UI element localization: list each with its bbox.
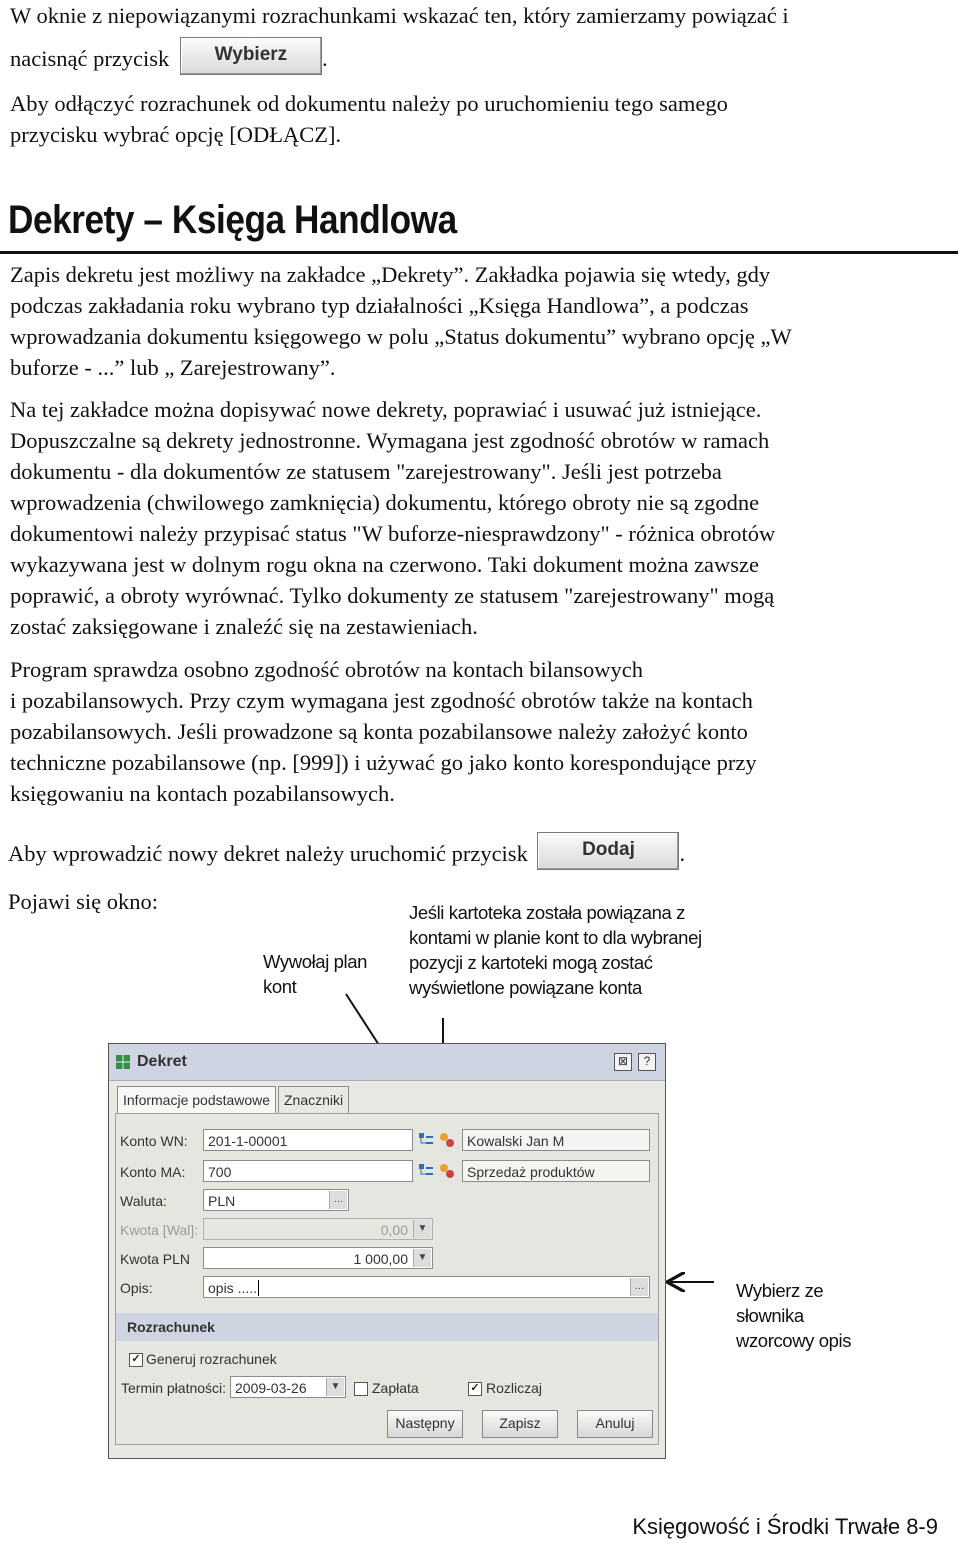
window-icon[interactable]: ⊠	[614, 1053, 632, 1071]
intro-line: W oknie z niepowiązanymi rozrachunkami wskazać ten, który zamierzamy powiązać i	[10, 3, 789, 28]
linked-accounts-icon[interactable]	[438, 1131, 456, 1149]
generate-settlement-label: Generuj rozrachunek	[146, 1351, 277, 1367]
konto-ma-name: Sprzedaż produktów	[462, 1160, 650, 1182]
chevron-down-icon[interactable]: ▼	[413, 1249, 431, 1267]
account-plan-icon[interactable]	[417, 1131, 435, 1149]
paragraph-line: wykazywana jest w dolnym rogu okna na czerwono. Taki dokument można zawsze	[10, 552, 760, 577]
payment-term-value: 2009-03-26	[235, 1380, 307, 1396]
generate-settlement-checkbox[interactable]: ✓	[129, 1353, 143, 1367]
annotation-line: wyświetlone powiązane konta	[409, 977, 642, 998]
window-intro: Pojawi się okno:	[8, 889, 158, 914]
intro-line-text: nacisnąć przycisk	[10, 46, 170, 71]
annotation-line: Wybierz ze	[736, 1280, 824, 1301]
tab-panel	[115, 1113, 659, 1445]
dekret-window	[108, 1043, 666, 1459]
detach-line: przycisku wybrać opcję [ODŁĄCZ].	[10, 122, 342, 147]
konto-wn-name: Kowalski Jan M	[462, 1129, 650, 1151]
kwota-wal-value: 0,00	[380, 1222, 408, 1238]
payment-label: Zapłata	[372, 1380, 419, 1396]
annotation-line: kontami w planie kont to dla wybranej	[409, 927, 702, 948]
chevron-down-icon[interactable]: ▼	[326, 1378, 344, 1396]
paragraph-line: techniczne pozabilansowe (np. [999]) i używać go jako konto korespondujące przy	[10, 750, 757, 775]
dictionary-more-icon[interactable]: …	[630, 1278, 648, 1296]
more-icon[interactable]: …	[329, 1191, 347, 1209]
opis-label: Opis:	[120, 1280, 153, 1296]
paragraph-line: Na tej zakładce można dopisywać nowe dekrety, poprawiać i usuwać już istniejące.	[10, 397, 762, 422]
window-title: Dekret	[137, 1053, 187, 1070]
annotation-line: Wywołaj plan	[263, 951, 368, 972]
paragraph-line: księgowaniu na kontach pozabilansowych.	[10, 781, 395, 806]
annotation-line: kont	[263, 976, 297, 997]
settlement-section-header: Rozrachunek	[116, 1313, 658, 1341]
paragraph-line: Program sprawdza osobno zgodność obrotów na kontach bilansowych	[10, 657, 643, 682]
account-plan-icon[interactable]	[417, 1162, 435, 1180]
grid-icon	[116, 1055, 130, 1069]
waluta-input[interactable]	[203, 1189, 349, 1211]
annotation-line: pozycji z kartoteki mogą zostać	[409, 952, 653, 973]
annotation-line: wzorcowy opis	[736, 1330, 852, 1351]
paragraph-line: pozabilansowych. Jeśli prowadzone są konta pozabilansowe należy założyć konto	[10, 719, 748, 744]
tab-basic-info[interactable]: Informacje podstawowe	[117, 1086, 276, 1115]
section-title: Dekrety – Księga Handlowa	[8, 198, 457, 242]
window-titlebar	[109, 1044, 665, 1081]
paragraph-line: zostać zaksięgowane i znaleźć się na zestawieniach.	[10, 614, 478, 639]
konto-wn-label: Konto WN:	[120, 1133, 188, 1149]
kwota-wal-label: Kwota [Wal]:	[120, 1222, 199, 1238]
kwota-pln-label: Kwota PLN	[120, 1251, 191, 1267]
help-icon[interactable]: ?	[638, 1053, 656, 1071]
konto-wn-input[interactable]: 201-1-00001	[203, 1129, 413, 1151]
add-button-image: Dodaj	[537, 832, 679, 870]
opis-input[interactable]	[203, 1276, 650, 1298]
tab-markers[interactable]: Znaczniki	[278, 1086, 349, 1113]
paragraph-line: podczas zakładania roku wybrano typ działalności „Księga Handlowa”, a podczas	[10, 293, 749, 318]
kwota-wal-input	[203, 1218, 433, 1240]
detach-line: Aby odłączyć rozrachunek od dokumentu należy po uruchomieniu tego samego	[10, 91, 728, 116]
next-button[interactable]: Następny	[387, 1410, 463, 1438]
paragraph-line: buforze - ...” lub „ Zarejestrowany”.	[10, 355, 336, 380]
konto-ma-label: Konto MA:	[120, 1164, 186, 1180]
page-footer: Księgowość i Środki Trwałe 8-9	[632, 1514, 938, 1539]
save-button[interactable]: Zapisz	[482, 1410, 558, 1438]
paragraph-line: Zapis dekretu jest możliwy na zakładce „Dekrety”. Zakładka pojawia się wtedy, gdy	[10, 262, 771, 287]
cancel-button[interactable]: Anuluj	[577, 1410, 653, 1438]
paragraph-line: wprowadzania dokumentu księgowego w polu „Status dokumentu” wybrano opcję „W	[10, 324, 792, 349]
paragraph-line: dokumentu - dla dokumentów ze statusem "zarejestrowany". Jeśli jest potrzeba	[10, 459, 722, 484]
konto-ma-input[interactable]: 700	[203, 1160, 413, 1182]
payment-term-label: Termin płatności:	[121, 1380, 227, 1396]
chevron-down-icon: ▼	[413, 1220, 431, 1238]
paragraph-line: poprawić, a obroty wyrównać. Tylko dokumenty ze statusem "zarejestrowany" mogą	[10, 583, 775, 608]
select-button-image: Wybierz	[180, 37, 322, 75]
intro-line: nacisnąć przycisk Wybierz .	[10, 43, 789, 75]
payment-term-input[interactable]	[230, 1376, 346, 1398]
paragraph-line: Dopuszczalne są dekrety jednostronne. Wymagana jest zgodność obrotów w ramach	[10, 428, 770, 453]
annotation-line: słownika	[736, 1305, 804, 1326]
settle-label: Rozliczaj	[486, 1380, 543, 1396]
kwota-pln-value: 1 000,00	[353, 1251, 408, 1267]
paragraph-line: i pozabilansowych. Przy czym wymagana jest zgodność obrotów także na kontach	[10, 688, 753, 713]
kwota-pln-input[interactable]	[203, 1247, 433, 1269]
add-instruction: Aby wprowadzić nowy dekret należy uruchomić przycisk Dodaj .	[8, 838, 685, 870]
paragraph-line: wprowadzenia (chwilowego zamknięcia) dokumentu, którego obroty nie są zgodne	[10, 490, 760, 515]
add-instruction-text: Aby wprowadzić nowy dekret należy uruchomić przycisk	[8, 841, 528, 866]
payment-checkbox[interactable]	[354, 1382, 368, 1396]
opis-value: opis .....	[208, 1280, 258, 1296]
waluta-label: Waluta:	[120, 1193, 167, 1209]
annotation-line: Jeśli kartoteka została powiązana z	[409, 902, 685, 923]
paragraph-line: dokumentowi należy przypisać status "W buforze-niesprawdzony" - różnica obrotów	[10, 521, 776, 546]
waluta-value: PLN	[208, 1193, 236, 1209]
settle-checkbox[interactable]: ✓	[468, 1382, 482, 1396]
linked-accounts-icon[interactable]	[438, 1162, 456, 1180]
